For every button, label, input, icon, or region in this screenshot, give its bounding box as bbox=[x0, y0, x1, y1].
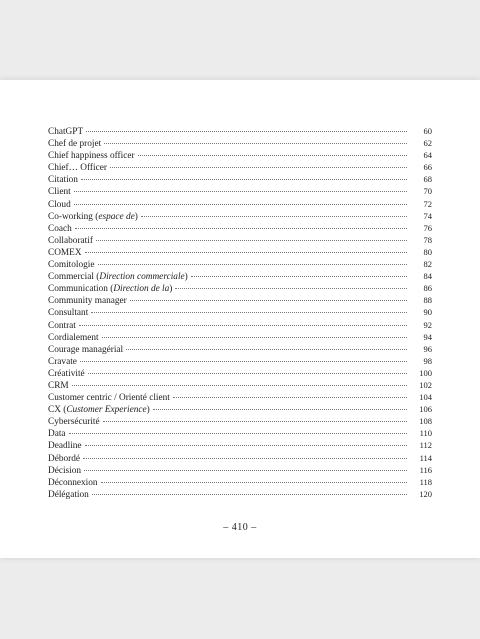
toc-entry bbox=[48, 452, 432, 464]
toc-entry-title-text: CRM bbox=[48, 380, 69, 391]
dot-leader bbox=[85, 445, 407, 446]
toc-entry bbox=[48, 210, 432, 222]
toc-entry-title bbox=[48, 428, 66, 440]
toc-entry-title bbox=[48, 211, 138, 223]
dot-leader bbox=[126, 349, 407, 350]
toc-entry-title-text: Consultant bbox=[48, 308, 89, 319]
toc-entry-title bbox=[48, 416, 100, 428]
toc-entry bbox=[48, 439, 432, 451]
toc-entry-page-number: 82 bbox=[423, 259, 432, 270]
dot-leader bbox=[80, 361, 407, 362]
toc-entry-title-text: Deadline bbox=[48, 441, 82, 452]
toc-entry-title bbox=[48, 332, 99, 344]
dot-leader bbox=[103, 421, 407, 422]
toc-entry-title bbox=[48, 380, 69, 392]
dot-leader bbox=[74, 204, 407, 205]
dot-leader bbox=[104, 143, 407, 144]
dot-leader bbox=[96, 240, 407, 241]
toc-entry-title-text: Déconnexion bbox=[48, 477, 98, 488]
toc-entry bbox=[48, 379, 432, 391]
toc-entry-title bbox=[48, 489, 89, 501]
toc-entry-page-number: 72 bbox=[423, 198, 432, 209]
toc-entry bbox=[48, 234, 432, 246]
dot-leader bbox=[191, 276, 407, 277]
toc-entry-title bbox=[48, 344, 123, 356]
dot-leader bbox=[101, 482, 407, 483]
toc-entry bbox=[48, 343, 432, 355]
page-number-footer: – 410 – bbox=[223, 522, 257, 533]
toc-entry-title-text: ) bbox=[169, 284, 173, 295]
dot-leader bbox=[141, 216, 407, 217]
toc-entry bbox=[48, 125, 432, 137]
dot-leader bbox=[92, 494, 407, 495]
dot-leader bbox=[84, 470, 407, 471]
dot-leader bbox=[74, 191, 407, 192]
toc-entry-title-text: Communication ( bbox=[48, 284, 114, 295]
toc-entry-page-number: 80 bbox=[423, 246, 432, 257]
table-of-contents bbox=[48, 125, 432, 500]
dot-leader bbox=[153, 409, 407, 410]
toc-entry-page-number: 102 bbox=[419, 379, 432, 390]
toc-entry-page-number: 96 bbox=[423, 343, 432, 354]
dot-leader bbox=[72, 385, 407, 386]
toc-entry bbox=[48, 367, 432, 379]
toc-entry bbox=[48, 137, 432, 149]
toc-entry-page-number: 100 bbox=[419, 367, 432, 378]
toc-entry-page-number: 76 bbox=[423, 222, 432, 233]
toc-entry-title bbox=[48, 392, 170, 404]
toc-entry-title bbox=[48, 223, 72, 235]
toc-entry-title-text: ) bbox=[134, 211, 138, 222]
toc-entry-page-number: 66 bbox=[423, 162, 432, 173]
toc-entry-title bbox=[48, 307, 88, 319]
dot-leader bbox=[175, 288, 407, 289]
toc-entry bbox=[48, 246, 432, 258]
toc-entry-page-number: 116 bbox=[419, 464, 432, 475]
toc-entry-title-text: Customer centric / Orienté client bbox=[48, 393, 170, 404]
dot-leader bbox=[98, 264, 408, 265]
toc-entry-page-number: 70 bbox=[423, 186, 432, 197]
toc-entry-title-italic: Direction commerciale bbox=[99, 272, 185, 283]
toc-entry bbox=[48, 464, 432, 476]
toc-entry bbox=[48, 476, 432, 488]
toc-entry bbox=[48, 319, 432, 331]
toc-entry-title bbox=[48, 174, 78, 186]
toc-entry-title-text: Contrat bbox=[48, 320, 76, 331]
toc-entry-page-number: 114 bbox=[419, 452, 432, 463]
toc-entry-title bbox=[48, 283, 172, 295]
dot-leader bbox=[79, 325, 407, 326]
toc-entry-title-italic: espace de bbox=[98, 211, 135, 222]
toc-entry-title bbox=[48, 126, 83, 138]
toc-entry-title-text: Citation bbox=[48, 175, 78, 186]
dot-leader bbox=[110, 167, 407, 168]
dot-leader bbox=[130, 300, 407, 301]
toc-entry bbox=[48, 331, 432, 343]
dot-leader bbox=[83, 458, 407, 459]
toc-entry-page-number: 98 bbox=[423, 355, 432, 366]
toc-entry-title bbox=[48, 440, 82, 452]
dot-leader bbox=[102, 337, 407, 338]
toc-entry-page-number: 112 bbox=[419, 440, 432, 451]
toc-entry-title bbox=[48, 453, 80, 465]
toc-entry-title bbox=[48, 138, 101, 150]
toc-entry-title-text: Collaboratif bbox=[48, 235, 93, 246]
toc-entry-title-text: Cybersécurité bbox=[48, 417, 100, 428]
dot-leader bbox=[85, 252, 407, 253]
toc-entry bbox=[48, 185, 432, 197]
toc-entry-title-text: Community manager bbox=[48, 296, 127, 307]
toc-entry-page-number: 86 bbox=[423, 283, 432, 294]
toc-entry-title bbox=[48, 186, 71, 198]
toc-entry-title-text: COMEX bbox=[48, 247, 82, 258]
toc-entry-title bbox=[48, 404, 150, 416]
toc-entry bbox=[48, 294, 432, 306]
toc-entry-title bbox=[48, 199, 71, 211]
toc-entry-title-text: Décision bbox=[48, 465, 82, 476]
toc-entry bbox=[48, 149, 432, 161]
toc-entry-page-number: 92 bbox=[423, 319, 432, 330]
toc-entry-page-number: 64 bbox=[423, 150, 432, 161]
toc-entry-title-text: Data bbox=[48, 429, 66, 440]
toc-entry-page-number: 118 bbox=[419, 476, 432, 487]
dot-leader bbox=[138, 155, 407, 156]
toc-entry-title-text: Courage managérial bbox=[48, 344, 124, 355]
toc-entry-title bbox=[48, 162, 107, 174]
toc-entry bbox=[48, 173, 432, 185]
toc-entry-page-number: 120 bbox=[419, 488, 432, 499]
toc-entry-title-text: ChatGPT bbox=[48, 127, 84, 137]
toc-entry-page-number: 84 bbox=[423, 271, 432, 282]
toc-entry-title bbox=[48, 150, 135, 162]
toc-entry-title-text: Débordé bbox=[48, 453, 81, 464]
toc-entry bbox=[48, 355, 432, 367]
dot-leader bbox=[88, 373, 407, 374]
toc-entry bbox=[48, 198, 432, 210]
toc-entry-page-number: 108 bbox=[419, 416, 432, 427]
toc-entry bbox=[48, 427, 432, 439]
toc-entry bbox=[48, 403, 432, 415]
toc-entry-title bbox=[48, 247, 82, 259]
toc-entry bbox=[48, 391, 432, 403]
toc-entry bbox=[48, 270, 432, 282]
toc-entry-page-number: 94 bbox=[423, 331, 432, 342]
toc-entry bbox=[48, 161, 432, 173]
toc-entry-page-number: 90 bbox=[423, 307, 432, 318]
toc-entry-page-number: 60 bbox=[423, 126, 432, 136]
toc-entry-page-number: 88 bbox=[423, 295, 432, 306]
toc-entry bbox=[48, 282, 432, 294]
toc-entry-title-text: Délégation bbox=[48, 489, 89, 500]
toc-entry bbox=[48, 258, 432, 270]
toc-entry bbox=[48, 306, 432, 318]
dot-leader bbox=[86, 131, 407, 132]
book-page bbox=[0, 80, 480, 558]
toc-entry-title bbox=[48, 295, 127, 307]
toc-entry-title-text: Chef de projet bbox=[48, 139, 102, 150]
toc-entry bbox=[48, 222, 432, 234]
toc-entry-page-number: 78 bbox=[423, 234, 432, 245]
toc-entry-title-italic: Direction de la bbox=[113, 284, 170, 295]
dot-leader bbox=[69, 433, 407, 434]
toc-entry-page-number: 74 bbox=[423, 210, 432, 221]
toc-entry-title-text: Co-working ( bbox=[48, 211, 99, 222]
toc-entry-title-text: Cloud bbox=[48, 199, 71, 210]
toc-entry-title bbox=[48, 477, 98, 489]
dot-leader bbox=[81, 179, 407, 180]
toc-entry bbox=[48, 415, 432, 427]
toc-entry-title bbox=[48, 320, 76, 332]
toc-entry-title-text: Chief happiness officer bbox=[48, 151, 135, 162]
dot-leader bbox=[75, 228, 407, 229]
toc-entry-title bbox=[48, 271, 188, 283]
toc-entry-title-text: Cordialement bbox=[48, 332, 99, 343]
toc-entry-title-text: Cravate bbox=[48, 356, 77, 367]
toc-entry-title bbox=[48, 235, 93, 247]
toc-entry-title-text: Créativité bbox=[48, 368, 85, 379]
toc-entry-title-text: Coach bbox=[48, 223, 72, 234]
toc-entry-title-text: ) bbox=[146, 405, 150, 416]
toc-entry-title-text: Chief… Officer bbox=[48, 163, 107, 174]
toc-entry bbox=[48, 488, 432, 500]
toc-entry-page-number: 106 bbox=[419, 404, 432, 415]
dot-leader bbox=[173, 397, 407, 398]
toc-entry-page-number: 104 bbox=[419, 392, 432, 403]
toc-entry-title-text: CX ( bbox=[48, 405, 67, 416]
toc-entry-title-text: ) bbox=[184, 272, 188, 283]
toc-entry-title-text: Comitologie bbox=[48, 260, 95, 271]
dot-leader bbox=[91, 312, 407, 313]
toc-entry-title bbox=[48, 259, 95, 271]
toc-entry-title-italic: Customer Experience bbox=[66, 405, 147, 416]
toc-entry-page-number: 68 bbox=[423, 174, 432, 185]
toc-entry-title-text: Client bbox=[48, 187, 71, 198]
toc-entry-page-number: 62 bbox=[423, 138, 432, 149]
toc-entry-title bbox=[48, 356, 77, 368]
toc-entry-title-text: Commercial ( bbox=[48, 272, 100, 283]
toc-entry-title bbox=[48, 465, 81, 477]
toc-entry-title bbox=[48, 368, 85, 380]
toc-entry-page-number: 110 bbox=[419, 428, 432, 439]
